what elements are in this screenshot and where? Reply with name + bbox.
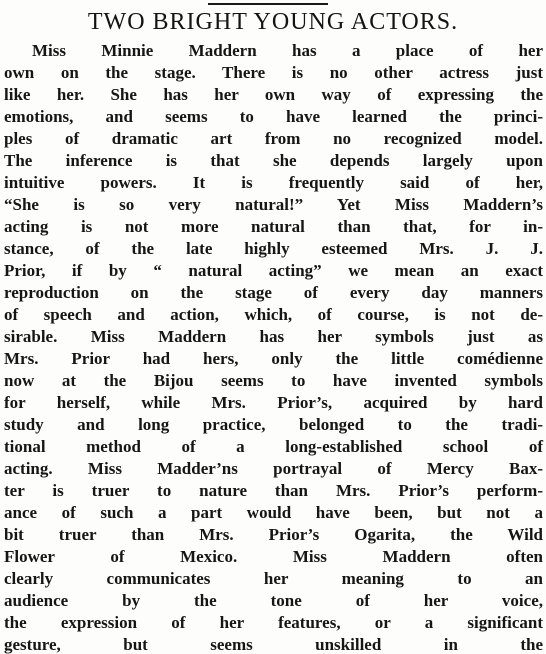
article-line: The inference is that she depends largely upon bbox=[4, 151, 543, 170]
article-line: now at the Bijou seems to have invented symbols bbox=[4, 371, 543, 390]
article-line: clearly communicates her meaning to an bbox=[4, 569, 543, 588]
article-line: Miss Minnie Maddern has a place of her bbox=[32, 41, 543, 60]
article-line: for herself, while Mrs. Prior’s, acquired by hard bbox=[4, 393, 543, 412]
headline: TWO BRIGHT YOUNG ACTORS. bbox=[87, 9, 459, 35]
article-line: reproduction on the stage of every day manners bbox=[4, 283, 543, 302]
article-line: intuitive powers. It is frequently said of her, bbox=[4, 173, 543, 192]
article-line: acting is not more natural than that, for in- bbox=[4, 217, 543, 236]
article-line: ples of dramatic art from no recognized model. bbox=[4, 129, 543, 148]
article-line: of speech and action, which, of course, is not de- bbox=[4, 305, 543, 324]
article-line: Mrs. Prior had hers, only the little comédienne bbox=[4, 349, 543, 368]
article-line: sirable. Miss Maddern has her symbols just as bbox=[4, 327, 543, 346]
article-body bbox=[0, 40, 546, 654]
article-line: study and long practice, belonged to the tradi- bbox=[4, 415, 543, 434]
article-line: like her. She has her own way of expressing the bbox=[4, 85, 543, 104]
article-line: stance, of the late highly esteemed Mrs. J. J. bbox=[4, 239, 543, 258]
article-line: “She is so very natural!” Yet Miss Maddern’s bbox=[4, 195, 543, 214]
article-line: acting. Miss Madder’ns portrayal of Mercy Bax- bbox=[4, 459, 543, 478]
article-line: ance of such a part would have been, but not a bbox=[4, 503, 543, 522]
article-line: bit truer than Mrs. Prior’s Ogarita, the Wild bbox=[4, 525, 543, 544]
article-line: own on the stage. There is no other actress just bbox=[4, 63, 543, 82]
article-line: emotions, and seems to have learned the princi- bbox=[4, 107, 543, 126]
column-rule bbox=[208, 3, 328, 5]
article-line: Prior, if by “ natural acting” we mean an exact bbox=[4, 261, 543, 280]
article-line: audience by the tone of her voice, bbox=[4, 591, 543, 610]
article-line: gesture, but seems unskilled in the bbox=[4, 635, 543, 654]
article-line: Flower of Mexico. Miss Maddern often bbox=[4, 547, 543, 566]
article-line: the expression of her features, or a significant bbox=[4, 613, 543, 632]
article-line: tional method of a long-established school of bbox=[4, 437, 543, 456]
article-line: ter is truer to nature than Mrs. Prior’s perform- bbox=[4, 481, 543, 500]
